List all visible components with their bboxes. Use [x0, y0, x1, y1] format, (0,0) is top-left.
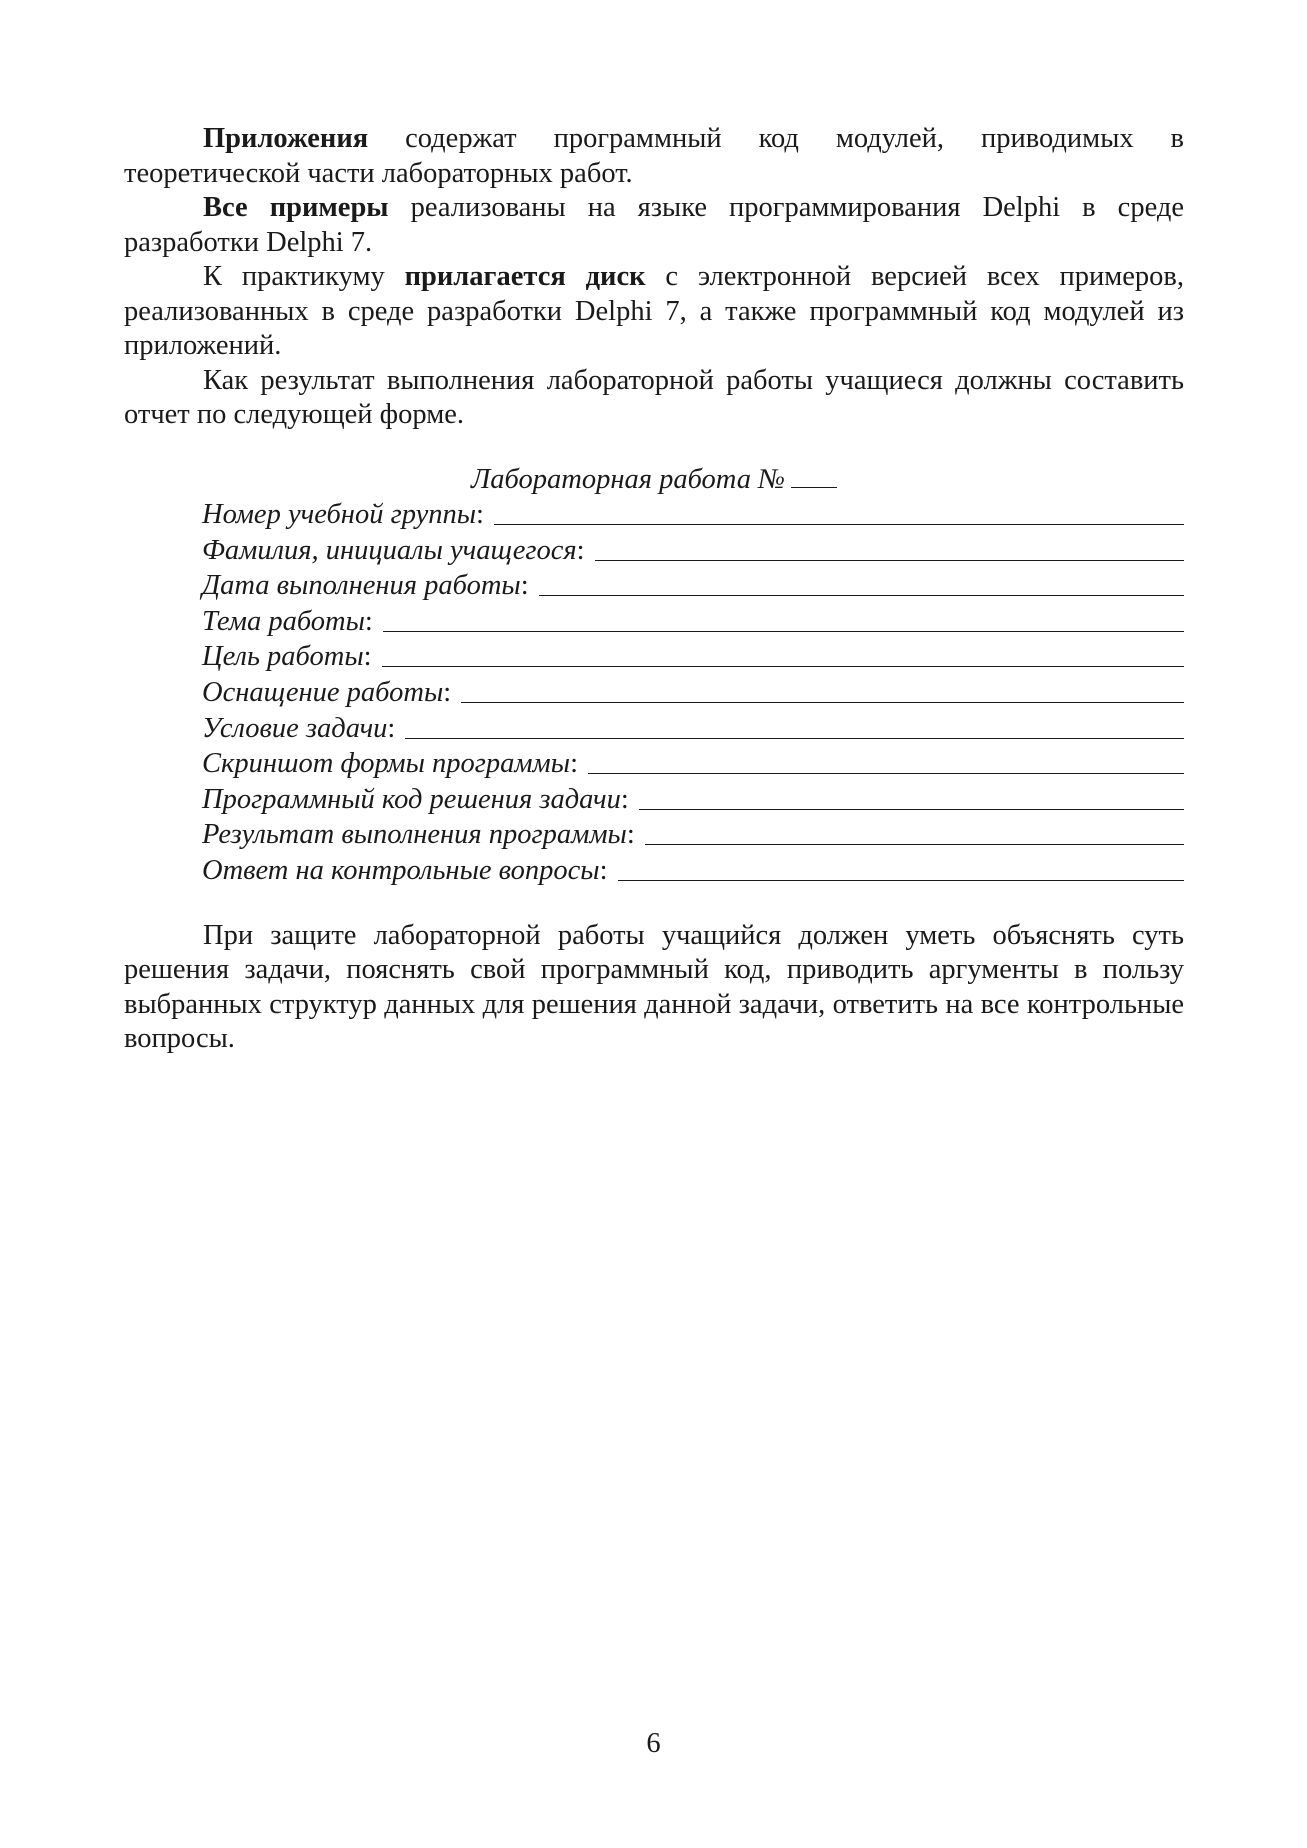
form-field-row	[202, 497, 1184, 533]
form-field-blank-line	[405, 738, 1184, 739]
form-field-label: Оснащение работы	[202, 676, 444, 708]
form-field-colon: :	[626, 819, 635, 851]
form-field-label: Программный код решения задачи	[202, 783, 621, 815]
form-title-text: Лабораторная работа №	[471, 463, 785, 495]
form-field-colon: :	[570, 748, 578, 780]
examples-text: реализованы на языке программирования Delphi в среде разработки Delphi 7.	[124, 192, 1185, 258]
page-content	[124, 122, 1184, 1057]
form-field-row	[202, 639, 1184, 675]
form-field-row	[202, 604, 1184, 640]
form-field-colon: :	[520, 570, 529, 602]
disk-text-pre: К практикуму	[203, 261, 405, 292]
form-field-label: Цель работы	[202, 641, 364, 673]
report-form	[124, 463, 1184, 889]
form-field-row	[202, 746, 1184, 782]
form-field-row	[202, 853, 1184, 889]
form-field-blank-line	[595, 560, 1184, 561]
form-field-blank-line	[494, 524, 1184, 525]
form-field-colon: :	[443, 676, 452, 708]
form-field-label: Скриншот формы программы	[202, 748, 571, 780]
defense-paragraph: При защите лабораторной работы учащийся должен уметь объяснять суть решения задачи, пояснять свой программный код, приводить аргументы в пользу выбранных структур данных для решения данной задачи, ответить на все контрольные вопросы.	[124, 919, 1184, 1055]
disk-bold-term: прилагается диск	[404, 261, 646, 292]
form-field-colon: :	[620, 783, 629, 815]
form-field-blank-line	[539, 595, 1184, 596]
appendix-paragraph	[124, 122, 1184, 191]
form-field-label: Дата выполнения работы	[202, 570, 521, 602]
examples-paragraph	[124, 191, 1184, 260]
form-field-row	[202, 711, 1184, 747]
form-field-blank-line	[383, 631, 1184, 632]
form-field-row	[202, 533, 1184, 569]
form-field-label: Результат выполнения программы	[202, 819, 627, 851]
form-field-row	[202, 782, 1184, 818]
form-field-row	[202, 817, 1184, 853]
form-field-label: Условие задачи	[202, 712, 388, 744]
form-field-colon: :	[476, 499, 484, 530]
form-field-colon: :	[363, 641, 372, 673]
report-intro-paragraph: Как результат выполнения лабораторной работы учащиеся должны составить отчет по следующей форме.	[124, 364, 1184, 430]
form-field-label: Тема работы	[202, 605, 365, 637]
examples-bold-term: Все примеры	[203, 192, 389, 223]
form-fields	[202, 497, 1184, 889]
form-field-row	[202, 568, 1184, 604]
disk-text-post: с электронной версией всех примеров, реализованных в среде разработки Delphi 7, а также программный код модулей из приложений.	[124, 261, 1184, 361]
form-field-blank-line	[461, 702, 1184, 703]
form-field-blank-line	[382, 666, 1184, 667]
lab-number-blank	[791, 486, 837, 488]
disk-paragraph	[124, 260, 1184, 364]
form-field-colon: :	[387, 712, 396, 744]
appendix-text: содержат программный код модулей, приводимых в теоретической части лабораторных работ.	[124, 123, 1184, 189]
form-title	[124, 463, 1184, 498]
form-field-label: Ответ на контрольные вопросы	[202, 854, 600, 886]
form-field-label: Фамилия, инициалы учащегося	[202, 534, 577, 566]
form-field-colon: :	[364, 605, 373, 637]
form-field-label: Номер учебной группы	[202, 499, 477, 530]
form-field-colon: :	[599, 854, 608, 886]
form-field-blank-line	[645, 844, 1184, 845]
form-field-row	[202, 675, 1184, 711]
form-field-blank-line	[588, 773, 1184, 774]
form-field-blank-line	[618, 880, 1184, 881]
form-field-colon: :	[576, 534, 585, 566]
appendix-bold-term: Приложения	[203, 123, 369, 154]
page-number: 6	[646, 1728, 661, 1759]
form-field-blank-line	[639, 809, 1184, 810]
